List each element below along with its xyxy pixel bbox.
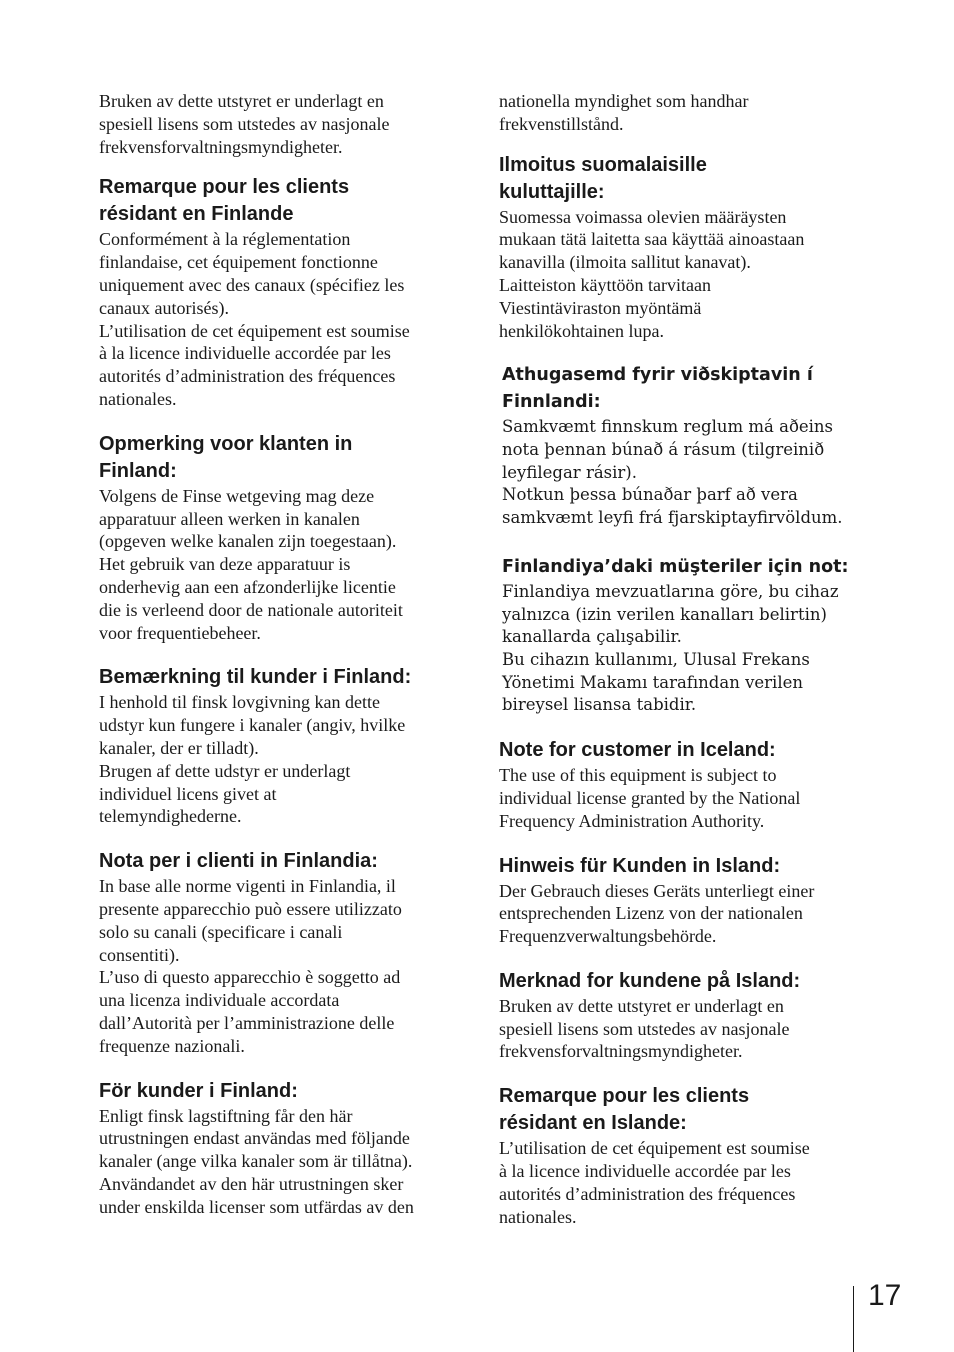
right-intro-text: nationella myndighet som handhar frekvenstillstånd. — [499, 91, 749, 134]
section-heading: Note for customer in Iceland: — [499, 739, 776, 762]
section-iceland-norwegian — [499, 968, 859, 1063]
section-finland-italian — [99, 848, 459, 1057]
section-finland-finnish — [499, 152, 859, 343]
section-finland-french — [99, 174, 459, 410]
section-heading: Opmerking voor klanten in Finland: — [99, 432, 353, 482]
section-heading: Bemærkning til kunder i Finland: — [99, 666, 412, 689]
section-finland-turkish — [499, 554, 859, 717]
section-body: The use of this equipment is subject to individual license granted by the National Frequency Administration Authority. — [499, 765, 801, 831]
section-heading: Hinweis für Kunden in Island: — [499, 854, 781, 877]
section-finland-swedish — [99, 1078, 459, 1219]
section-finland-dutch — [99, 431, 459, 645]
section-heading: Finlandiya’daki müşteriler için not: — [502, 556, 849, 577]
section-iceland-german — [499, 853, 859, 948]
section-heading: Athugasemd fyrir viðskiptavin í Finnlandi: — [502, 365, 813, 413]
section-body: Conformément à la réglementation finlandaise, cet équipement fonctionne uniquement avec des canaux (spécifiez les canaux autorisés). L’utilisation de cet équipement est soumise à la licence individuelle accordée par les autorités d’administration des fréquences nationales. — [99, 229, 410, 409]
section-finland-icelandic — [499, 362, 859, 530]
section-heading: Remarque pour les clients résidant en Islande: — [499, 1085, 750, 1135]
section-heading: Merknad for kundene på Island: — [499, 969, 801, 992]
section-body: Finlandiya mevzuatlarına göre, bu cihaz yalnızca (izin verilen kanalları belirtin) kanallarda çalışabilir. Bu cihazın kullanımı, Ulusal Frekans Yönetimi Makamı tarafından verilen bireysel lisansa tabidir. — [502, 581, 839, 715]
left-column — [99, 90, 459, 1238]
section-iceland-french — [499, 1083, 859, 1228]
section-finland-danish — [99, 664, 459, 828]
section-heading: För kunder i Finland: — [99, 1079, 298, 1102]
section-body: I henhold til finsk lovgivning kan dette udstyr kun fungere i kanaler (angiv, hvilke kanaler, der er tilladt). Brugen af dette udstyr er underlagt individuel licens givet at telemyndighederne. — [99, 692, 406, 827]
section-heading: Ilmoitus suomalaisille kuluttajille: — [499, 153, 707, 203]
section-heading: Remarque pour les clients résidant en Finlande — [99, 176, 350, 226]
page-number: 17 — [868, 1279, 902, 1312]
section-body: Bruken av dette utstyret er underlagt en spesiell lisens som utstedes av nasjonale frekvensforvaltningsmyndigheter. — [499, 995, 790, 1062]
section-body: In base alle norme vigenti in Finlandia, il presente apparecchio può essere utilizzato solo su canali (specificare i canali consentiti). L’uso di questo apparecchio è soggetto ad una licenza individuale accordata dall’Autorità per l’amministrazione delle frequenze nazionali. — [99, 876, 402, 1056]
section-body: L’utilisation de cet équipement est soumise à la licence individuelle accordée par les autorités d’administration des fréquences nationales. — [499, 1138, 810, 1227]
section-body: Suomessa voimassa olevien määräysten mukaan tätä laitetta saa käyttää ainoastaan kanavilla (ilmoita sallitut kanavat). Laitteiston käyttöön tarvitaan Viestintäviraston myöntämä henkilökohtainen lupa. — [499, 206, 805, 341]
left-intro-text: Bruken av dette utstyret er underlagt en spesiell lisens som utstedes av nasjonale frekvensforvaltningsmyndigheter. — [99, 91, 390, 157]
right-column — [499, 90, 859, 1248]
section-iceland-english — [499, 737, 859, 832]
section-body: Der Gebrauch dieses Geräts unterliegt einer entsprechenden Lizenz von der nationalen Frequenzverwaltungsbehörde. — [499, 880, 815, 947]
section-heading: Nota per i clienti in Finlandia: — [99, 850, 378, 873]
section-body: Enligt finsk lagstiftning får den här utrustningen endast användas med följande kanaler (ange vilka kanaler som är tillåtna). Användandet av den här utrustningen sker under enskilda licenser som utfärdas av den — [99, 1105, 414, 1217]
page-number-rule — [853, 1286, 854, 1352]
section-body: Volgens de Finse wetgeving mag deze apparatuur alleen werken in kanalen (opgeven welke kanalen zijn toegestaan). Het gebruik van deze apparatuur is onderhevig aan een afzonderlijke licentie die is verleend door de nationale autoriteit voor frequentiebeheer. — [99, 485, 403, 643]
section-body: Samkvæmt finnskum reglum má aðeins nota þennan búnað á rásum (tilgreinið leyfilegar rásir). Notkun þessa búnaðar þarf að vera samkvæmt leyfi frá fjarskiptayfirvöldum. — [502, 417, 843, 528]
